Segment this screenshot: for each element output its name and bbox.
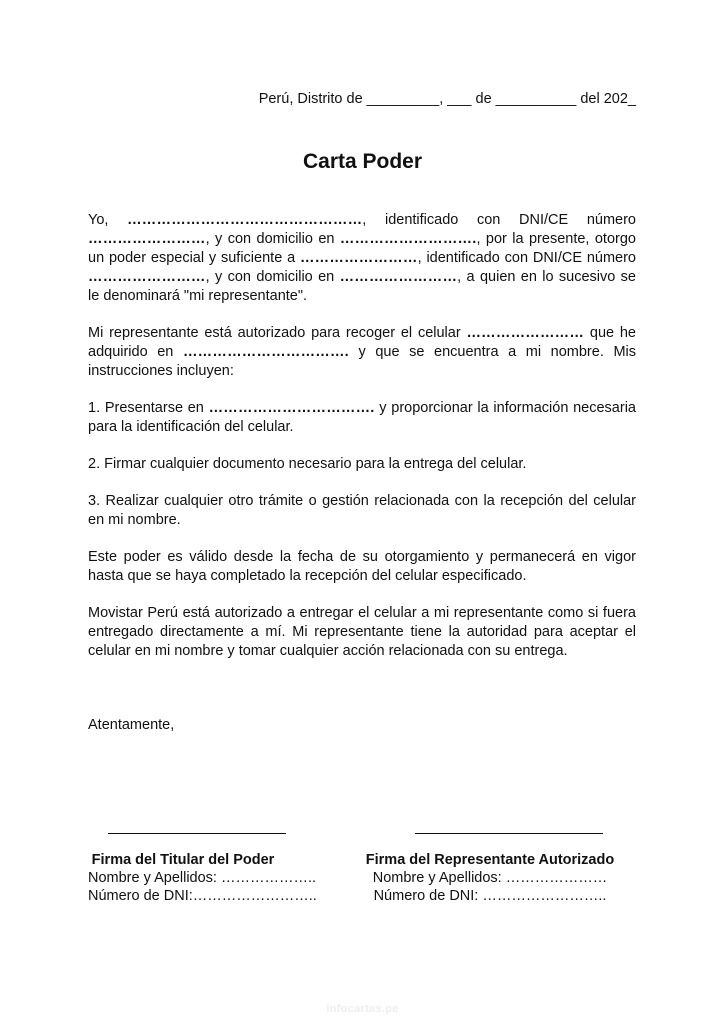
paragraph [88, 548, 636, 586]
signature-block-holder [88, 851, 317, 905]
blank-field: ………………………. [339, 231, 477, 247]
signature-line-representative [415, 833, 603, 834]
paragraph-text: , por la presente, otorgo un poder especial y suficiente a [88, 231, 636, 266]
holder-dni-field: Número de DNI:…………………….. [88, 888, 317, 904]
paragraph-text: Yo, [88, 212, 128, 228]
blank-field: …………………… [339, 269, 458, 285]
signature-title-representative: Firma del Representante Autorizado [365, 852, 615, 868]
paragraph-text: y que se encuentra a mi nombre. Mis instrucciones incluyen: [88, 344, 636, 379]
signature-block-representative [362, 851, 618, 905]
signature-title-holder: Firma del Titular del Poder [91, 852, 275, 868]
paragraph-text: , identificado con DNI/CE número [362, 212, 636, 228]
document-body [88, 211, 636, 679]
paragraph-text: y proporcionar la información necesaria para la identificación del celular. [88, 400, 636, 435]
paragraph-text: que he adquirido en [88, 325, 636, 360]
date-line: Perú, Distrito de _________, ___ de __________ del 202_ [258, 91, 636, 107]
representative-name-field: Nombre y Apellidos: ………………… [372, 870, 608, 886]
paragraph [88, 211, 636, 306]
blank-field: …………………… [299, 250, 418, 266]
paragraph-text: , identificado con DNI/CE número [417, 250, 636, 266]
paragraph-text: 1. Presentarse en [88, 400, 209, 416]
paragraph-text: , a quien en lo sucesivo se le denominará "mi representante". [88, 269, 636, 304]
signature-line-holder [108, 833, 286, 834]
holder-name-field: Nombre y Apellidos: ……………….. [88, 870, 317, 886]
blank-field: ………………………………………… [127, 212, 363, 228]
paragraph-text: 2. Firmar cualquier documento necesario para la entrega del celular. [88, 456, 527, 472]
paragraph [88, 324, 636, 381]
blank-field: ……………………………. [182, 344, 349, 360]
document-title: Carta Poder [302, 150, 423, 173]
watermark-text: infocartas.pe [326, 1003, 399, 1015]
paragraph [88, 455, 636, 474]
paragraph [88, 399, 636, 437]
paragraph-text: Este poder es válido desde la fecha de su otorgamiento y permanecerá en vigor hasta que se haya completado la recepción del celular especificado. [88, 549, 636, 584]
closing-text: Atentamente, [88, 717, 175, 733]
paragraph-text: , y con domicilio en [205, 269, 340, 285]
paragraph-text: Movistar Perú está autorizado a entregar el celular a mi representante como si fuera entregado directamente a mí. Mi representante tiene la autoridad para aceptar el celular en mi nombre y tomar cualquier acción relacionada con su entrega. [88, 605, 636, 659]
blank-field: …………………… [88, 231, 206, 247]
paragraph-text: Mi representante está autorizado para recoger el celular [88, 325, 467, 341]
blank-field: …………………… [88, 269, 206, 285]
paragraph-text: 3. Realizar cualquier otro trámite o gestión relacionada con la recepción del celular en mi nombre. [88, 493, 636, 528]
paragraph-text: , y con domicilio en [205, 231, 340, 247]
paragraph [88, 604, 636, 661]
blank-field: …………………… [466, 325, 585, 341]
paragraph [88, 492, 636, 530]
representative-dni-field: Número de DNI: …………………….. [373, 888, 607, 904]
blank-field: ……………………………. [208, 400, 375, 416]
